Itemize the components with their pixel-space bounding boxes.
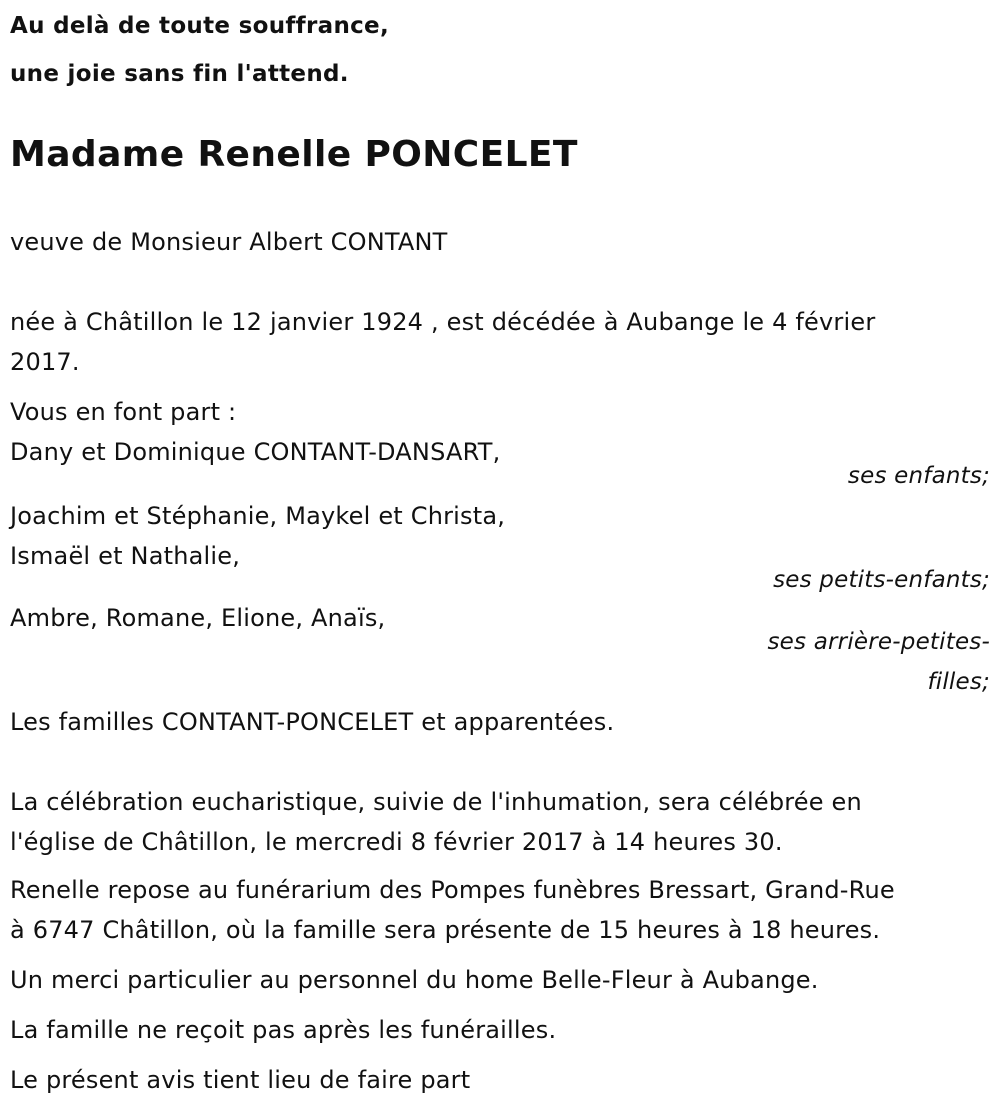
birth-death-line-1: née à Châtillon le 12 janvier 1924 , est décédée à Aubange le 4 février xyxy=(10,308,876,336)
widow-line: veuve de Monsieur Albert CONTANT xyxy=(10,228,448,256)
funerarium-line-2: à 6747 Châtillon, où la famille sera présente de 15 heures à 18 heures. xyxy=(10,916,881,944)
families-line: Les familles CONTANT-PONCELET et apparentées. xyxy=(10,708,615,736)
thanks-line: Un merci particulier au personnel du home Belle-Fleur à Aubange. xyxy=(10,966,819,994)
grandchildren-line-2: Ismaël et Nathalie, xyxy=(10,542,241,570)
announce-intro: Vous en font part : xyxy=(10,398,237,426)
grandchildren-line-1: Joachim et Stéphanie, Maykel et Christa, xyxy=(10,502,506,530)
children-names: Dany et Dominique CONTANT-DANSART, xyxy=(10,438,501,466)
ceremony-line-1: La célébration eucharistique, suivie de l'inhumation, sera célébrée en xyxy=(10,788,862,816)
quote-line-1: Au delà de toute souffrance, xyxy=(10,13,389,39)
quote-line-2: une joie sans fin l'attend. xyxy=(10,61,349,87)
greatgrandchildren-names: Ambre, Romane, Elione, Anaïs, xyxy=(10,604,386,632)
notice-line: Le présent avis tient lieu de faire part xyxy=(10,1066,471,1094)
greatgrandchildren-role-line-1: ses arrière-petites- xyxy=(767,629,990,655)
birth-death-line-2: 2017. xyxy=(10,348,80,376)
ceremony-line-2: l'église de Châtillon, le mercredi 8 février 2017 à 14 heures 30. xyxy=(10,828,783,856)
no-reception-line: La famille ne reçoit pas après les funérailles. xyxy=(10,1016,557,1044)
children-role: ses enfants; xyxy=(847,463,990,489)
grandchildren-role: ses petits-enfants; xyxy=(773,567,990,593)
greatgrandchildren-role-line-2: filles; xyxy=(927,669,990,695)
funerarium-line-1: Renelle repose au funérarium des Pompes funèbres Bressart, Grand-Rue xyxy=(10,876,895,904)
deceased-name: Madame Renelle PONCELET xyxy=(10,134,578,175)
